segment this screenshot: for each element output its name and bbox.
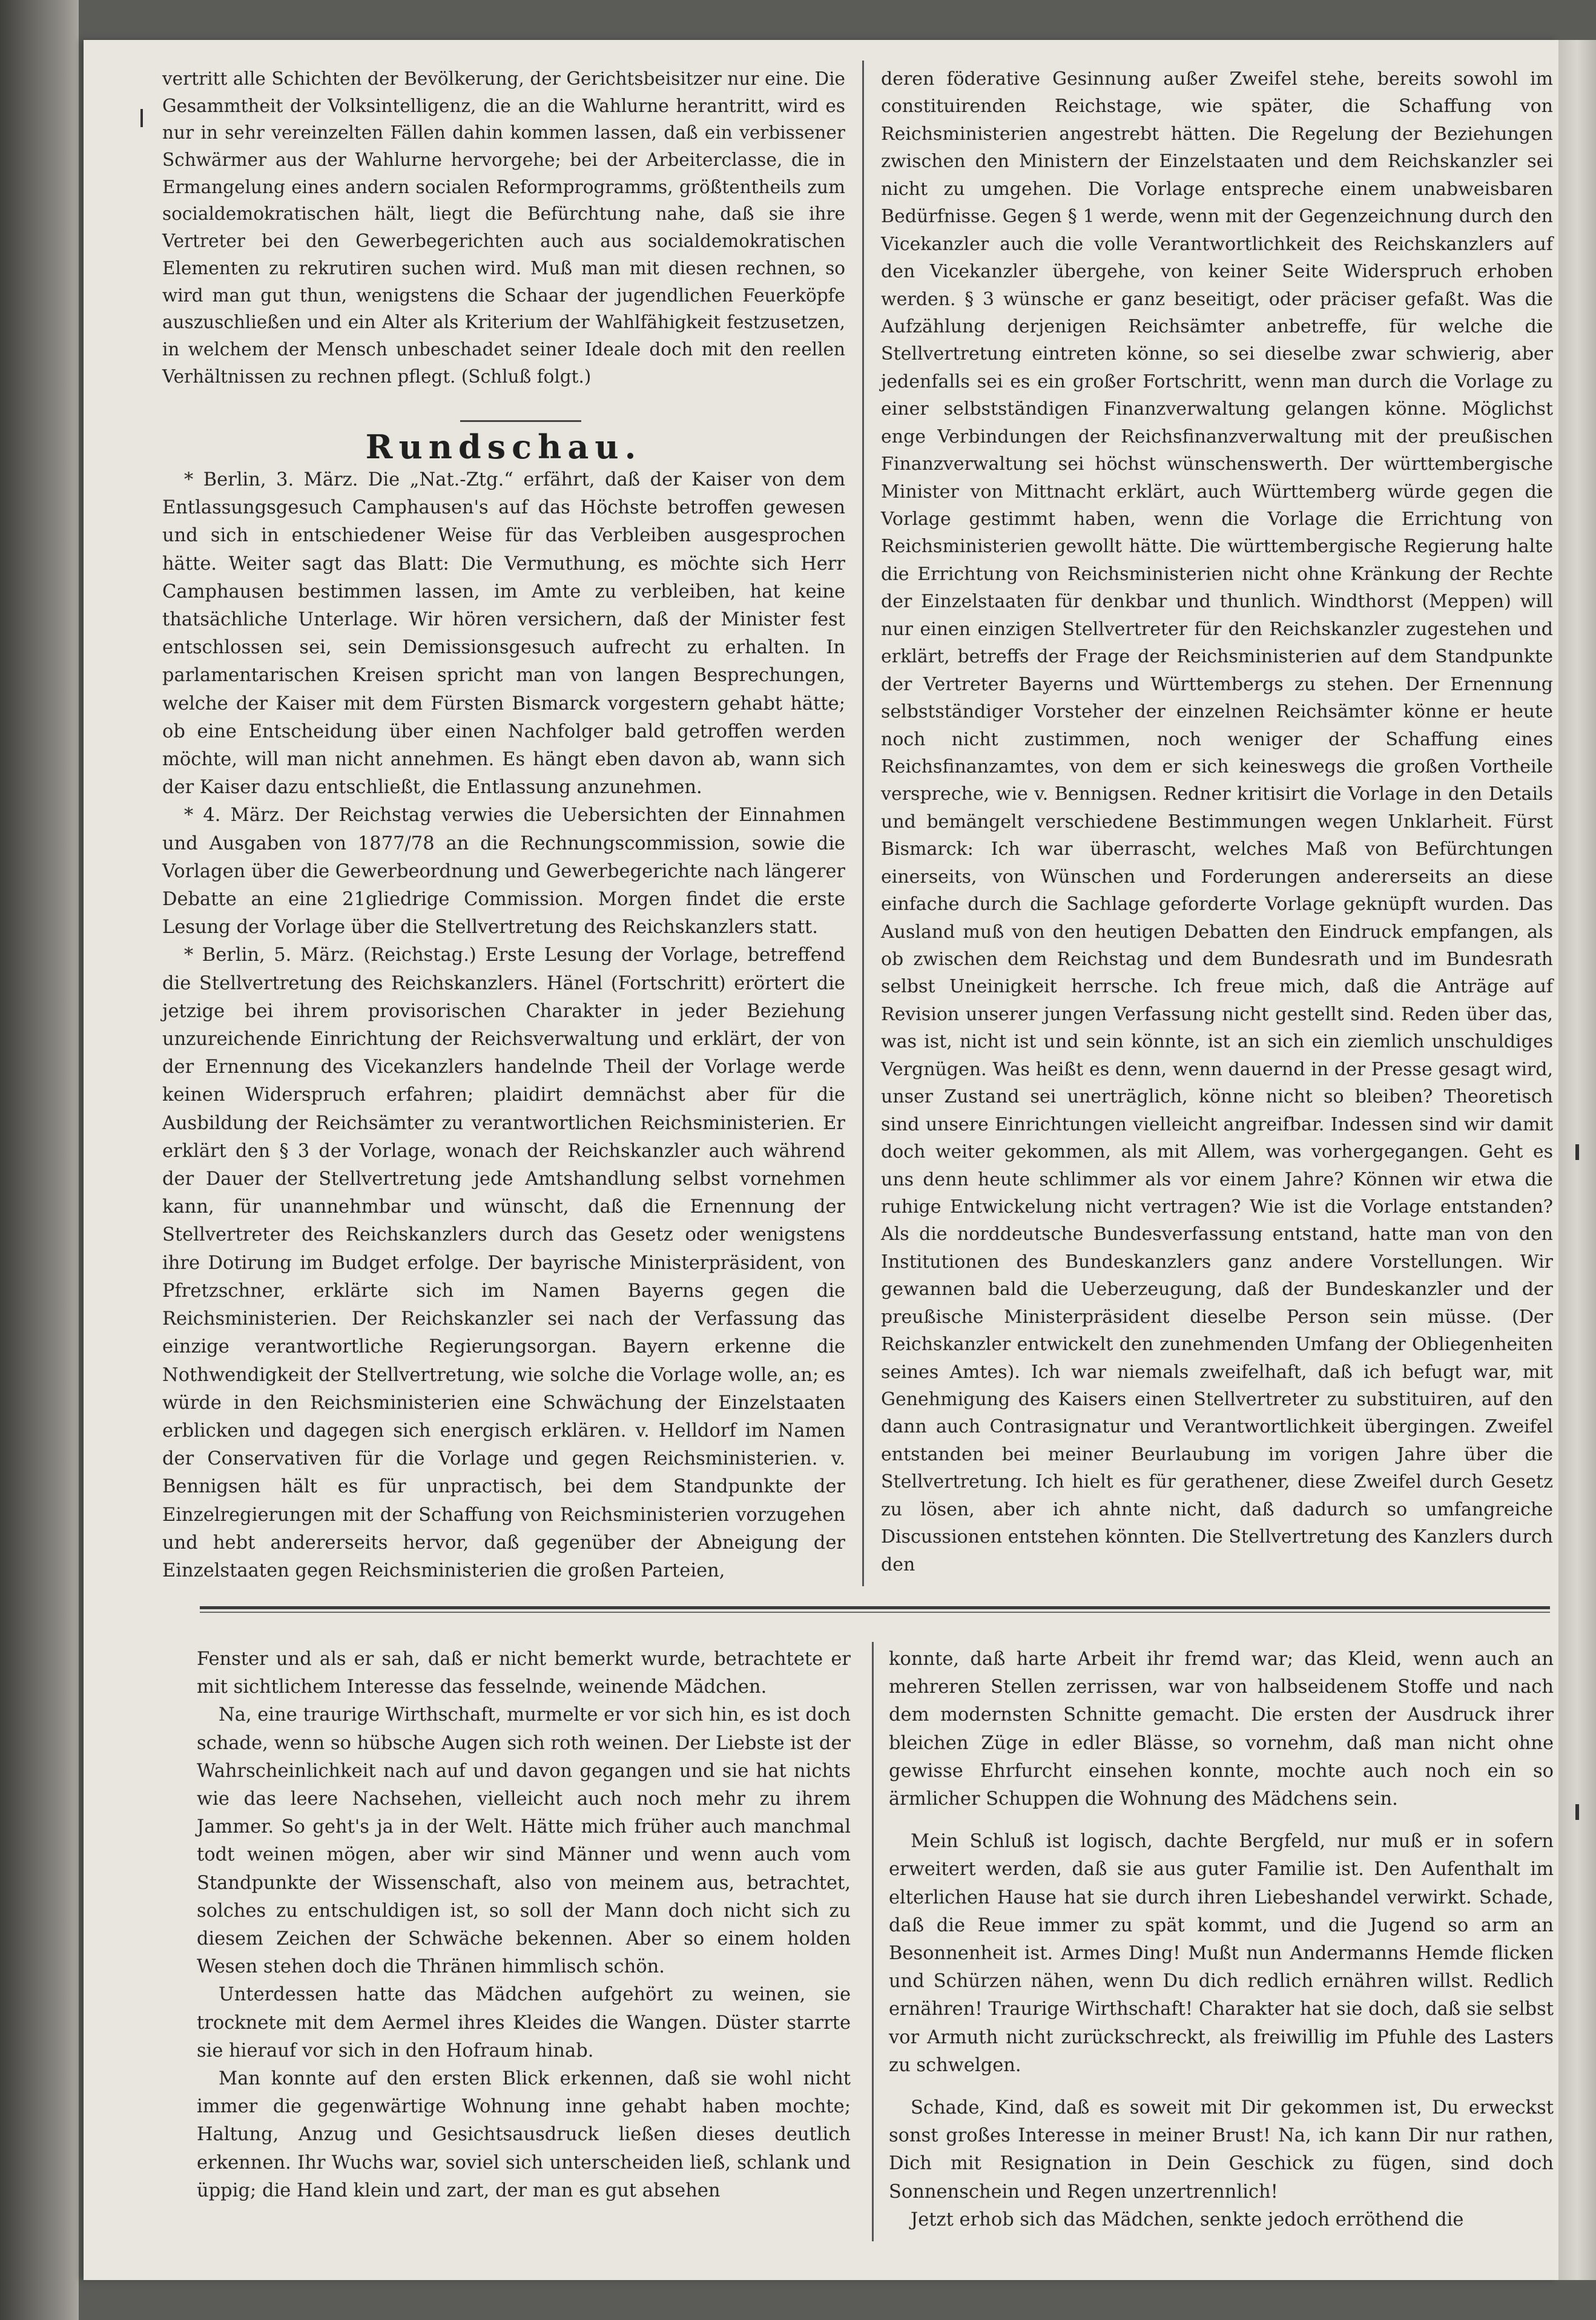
feuilleton-column-right [889, 1646, 1554, 2234]
news-item: * Berlin, 3. März. Die „Nat.-Ztg.“ erfährt, daß der Kaiser von dem Entlassungsgesuch Camphausen's auf das Höchste betroffen gewesen und sich in entschiedener Weise für das Verbleiben ausgesprochen hätte. Weiter sagt das Blatt: Die Vermuthung, es möchte sich Herr Camphausen bestimmen lassen, im Amte zu verbleiben, hat keine thatsächliche Unterlage. Wir hören versichern, daß der Minister fest entschlossen sei, sein Demissionsgesuch aufrecht zu erhalten. In parlamentarischen Kreisen spricht man von langen Besprechungen, welche der Kaiser mit dem Fürsten Bismarck vorgestern gehabt hätte; ob eine Entscheidung über einen Nachfolger bald getroffen werden möchte, will man nicht annehmen. Es hängt eben davon ab, wann sich der Kaiser dazu entschließt, die Entlassung anzunehmen. [162, 469, 845, 799]
paragraph: Schade, Kind, daß es soweit mit Dir gekommen ist, Du erweckst sonst großes Interesse in meiner Brust! Na, ich kann Dir nur rathen, Dich mit Resignation in Dein Geschick zu fügen, sind doch Sonnenschein und Regen unzertrennlich! [889, 2097, 1554, 2203]
paragraph: deren föderative Gesinnung außer Zweifel stehe, bereits sowohl im constituirenden Reichstage, wie später, die Schaffung von Reichsministerien angestrebt hätten. Die Regelung der Beziehungen zwischen den Ministern der Einzelstaaten und dem Reichskanzler sei nicht zu umgehen. Die Vorlage entspreche einem unabweisbaren Bedürfnisse. Gegen § 1 werde, wenn mit der Gegenzeichnung durch den Vicekanzler auch die volle Verantwortlichkeit des Reichskanzlers auf den Vicekanzler übergehe, von keiner Seite Widerspruch erhoben werden. § 3 wünsche er ganz beseitigt, oder präciser gefaßt. Was die Aufzählung derjenigen Reichsämter anbetreffe, für welche die Stellvertretung eintreten könne, so sei dieselbe zwar schwierig, aber jedenfalls sei es ein großer Fortschritt, wenn man durch die Vorlage zu einer selbstständigen Finanzverwaltung gelangen könne. Möglichst enge Verbindungen der Reichsfinanzverwaltung mit der preußischen Finanzverwaltung sei höchst wünschenswerth. Der württembergische Minister von Mittnacht erklärt, auch Württemberg würde gegen die Vorlage gestimmt haben, wenn die Vorlage die Errichtung von Reichsministerien gewollt hätte. Die württembergische Regierung halte die Errichtung von Reichsministerien nicht ohne Kränkung der Rechte der Einzelstaaten für denkbar und thunlich. Windthorst (Meppen) will nur einen einzigen Stellvertreter für den Reichskanzler zugestehen und erklärt, betreffs der Frage der Reichsministerien auf dem Standpunkte der Vertreter Bayerns und Württembergs zu stehen. Der Ernennung selbstständiger Vorsteher der einzelnen Reichsämter könne er heute noch nicht zustimmen, noch weniger der Schaffung eines Reichsfinanzamtes, von dem er sich keineswegs die großen Vortheile verspreche, wie v. Bennigsen. Redner kritisirt die Vorlage in den Details und bemängelt verschiedene Bestimmungen wegen Unklarheit. Fürst Bismarck: Ich war überrascht, welches Maß von Befürchtungen einerseits, von Wünschen und Forderungen andererseits an diese einfache durch die Sachlage geforderte Vorlage geknüpft wurden. Das Ausland muß von den heutigen Debatten den Eindruck empfangen, als ob zwischen dem Reichstag und dem Bundesrath und im Bundesrath selbst Uneinigkeit herrsche. Ich freue mich, daß die Anträge auf Revision unserer jungen Verfassung nicht gestellt sind. Reden über das, was ist, nicht ist und sein könnte, ist an sich ein ziemlich unschuldiges Vergnügen. Was heißt es denn, wenn dauernd in der Presse gesagt wird, unser Zustand sei unerträglich, könne nicht so bleiben? Theoretisch sind unsere Einrichtungen vielleicht angreifbar. Indessen sind wir damit doch weiter gekommen, als mit Allem, was vorhergegangen. Geht es uns denn heute schlimmer als vor einem Jahre? Können wir etwa die ruhige Entwickelung nicht vertragen? Wie ist die Vorlage entstanden? Als die norddeutsche Bundesverfassung entstand, hatte man von den Institutionen des Bundeskanzlers ganz andere Vorstellungen. Wir gewannen bald die Ueberzeugung, daß der Bundeskanzler und der preußische Ministerpräsident dieselbe Person sein müsse. (Der Reichskanzler entwickelt den zunehmenden Umfang der Obliegenheiten seines Amtes). Ich war niemals zweifelhaft, daß ich befugt war, mit Genehmigung des Kaisers einen Stellvertreter zu substituiren, auf den dann auch Contrasignatur und Verantwortlichkeit übergingen. Zweifel entstanden bei meiner Beurlaubung im vorigen Jahre über die Stellvertretung. Ich hielt es für gerathener, diese Zweifel durch Gesetz zu lösen, aber ich ahnte nicht, daß dadurch so umfangreiche Discussionen entstehen könnten. Die Stellvertretung des Kanzlers durch den [881, 68, 1553, 1575]
margin-mark [1575, 1804, 1579, 1820]
column-top-right [881, 65, 1553, 1578]
column-divider [862, 61, 864, 1586]
paragraph: Man konnte auf den ersten Blick erkennen, daß sie wohl nicht immer die gegenwärtige Wohnung inne gehabt haben mochte; Haltung, Anzug und Gesichtsausdruck ließen dieses deutlich erkennen. Ihr Wuchs war, soviel sich unterscheiden ließ, schlank und üppig; die Hand klein und zart, der man es gut absehen [197, 2068, 851, 2201]
column-divider [872, 1642, 874, 2241]
margin-mark [1575, 1144, 1579, 1160]
paragraph: konnte, daß harte Arbeit ihr fremd war; das Kleid, wenn auch an mehreren Stellen zerrissen, war von halbseidenem Stoffe und nach dem modernsten Schnitte gemacht. Die ersten der Ausdruck ihrer bleichen Züge in edler Blässe, so vornehm, daß man nicht ohne gewisse Ehrfurcht einsehen konnte, mochte auch noch ein so ärmlicher Schuppen die Wohnung des Mädchens sein. [889, 1649, 1554, 1810]
margin-mark [140, 109, 143, 127]
paragraph: Jetzt erhob sich das Mädchen, senkte jedoch erröthend die [911, 2209, 1464, 2230]
column-top-left-news [162, 466, 845, 1585]
paragraph: Fenster und als er sah, daß er nicht bemerkt wurde, betrachtete er mit sichtlichem Interesse das fesselnde, weinende Mädchen. [197, 1649, 851, 1698]
page-edge [1558, 40, 1596, 2280]
section-rule [460, 420, 581, 422]
paragraph: Unterdessen hatte das Mädchen aufgehört zu weinen, sie trocknete mit dem Aermel ihres Kleides die Wangen. Düster starrte sie hierauf vor sich in den Hofraum hinab. [197, 1984, 851, 2061]
feuilleton-separator-thin [200, 1612, 1550, 1613]
feuilleton-column-left [197, 1646, 851, 2205]
section-heading: Rundschau. [365, 427, 642, 466]
scan-background [0, 0, 79, 2320]
feuilleton-separator [200, 1606, 1550, 1609]
news-item: * 4. März. Der Reichstag verwies die Uebersichten der Einnahmen und Ausgaben von 1877/78 an die Rechnungscommission, sowie die Vorlagen über die Gewerbeordnung und Gewerbegerichte nach längerer Debatte an eine 21gliedrige Commission. Morgen findet die erste Lesung der Vorlage über die Stellvertretung des Reichskanzlers statt. [162, 805, 845, 938]
column-top-left [162, 65, 845, 390]
news-item: * Berlin, 5. März. (Reichstag.) Erste Lesung der Vorlage, betreffend die Stellvertretung des Reichskanzlers. Hänel (Fortschritt) erörtert die jetzige bei ihrem provisorischen Charakter in jeder Beziehung unzureichende Einrichtung der Reichsverwaltung und erklärt, der von der Ernennung des Vicekanzlers handelnde Theil der Vorlage werde keinen Widerspruch erfahren; plaidirt demnächst aber für die Ausbildung der Reichsämter zu verantwortlichen Reichsministerien. Er erklärt den § 3 der Vorlage, wonach der Reichskanzler auch während der Dauer der Stellvertretung jede Amtshandlung selbst vornehmen kann, für unannehmbar und wünscht, daß die Ernennung der Stellvertreter des Reichskanzlers durch das Gesetz oder wenigstens ihre Dotirung im Budget erfolge. Der bayrische Ministerpräsident, von Pfretzschner, erklärte sich im Namen Bayerns gegen die Reichsministerien. Der Reichskanzler sei nach der Verfassung das einzige verantwortliche Regierungsorgan. Bayern erkenne die Nothwendigkeit der Stellvertretung, wie solche die Vorlage wolle, an; es würde in den Reichsministerien eine Schwächung der Einzelstaaten erblicken und dagegen sich energisch erklären. v. Helldorf im Namen der Conservativen für die Vorlage und gegen Reichsministerien. v. Bennigsen hält es für unpractisch, bei dem Standpunkte der Einzelregierungen mit der Schaffung von Reichsministerien vorzugehen und hebt andererseits hervor, daß gegenüber der Abneigung der Einzelstaaten gegen Reichsministerien die großen Parteien, [162, 944, 845, 1581]
paragraph: Na, eine traurige Wirthschaft, murmelte er vor sich hin, es ist doch schade, wenn so hübsche Augen sich roth weinen. Der Liebste ist der Wahrscheinlichkeit nach auf und davon gegangen und sie hat nichts wie das leere Nachsehen, vielleicht auch noch mehr zu ihrem Jammer. So geht's ja in der Welt. Hätte mich früher auch manchmal todt weinen mögen, aber wir sind Männer und wenn auch vom Standpunkte der Wissenschaft, also von meinem aus, betrachtet, solches zu entschuldigen ist, so soll der Mann doch nicht sich zu diesem Zeichen der Schwäche bekennen. Aber so einem holden Wesen stehen doch die Thränen himmlisch schön. [197, 1704, 851, 1978]
paragraph: Mein Schluß ist logisch, dachte Bergfeld, nur muß er in sofern erweitert werden, daß sie aus guter Familie ist. Den Aufenthalt im elterlichen Hause hat sie durch ihren Liebeshandel verwirkt. Schade, daß die Reue immer zu spät kommt, und die Jugend so arm an Besonnenheit ist. Armes Ding! Mußt nun Andermanns Hemde flicken und Schürzen nähen, wenn Du dich redlich ernähren willst. Redlich ernähren! Traurige Wirthschaft! Charakter hat sie doch, daß sie selbst vor Armuth nicht zurückschreckt, als freiwillig im Pfuhle des Lasters zu schwelgen. [889, 1831, 1554, 2076]
paragraph: vertritt alle Schichten der Bevölkerung, der Gerichtsbeisitzer nur eine. Die Gesammtheit der Volksintelligenz, die an die Wahlurne herantritt, wird es nur in sehr vereinzelten Fällen dahin kommen lassen, daß ein verbissener Schwärmer aus der Wahlurne hervorgehe; bei der Arbeiterclasse, die in Ermangelung eines andern socialen Reformprogramms, größtentheils zum socialdemokratischen hält, liegt die Befürchtung nahe, daß sie ihre Vertreter bei den Gewerbegerichten auch aus socialdemokratischen Elementen zu rekrutiren suchen wird. Muß man mit diesen rechnen, so wird man gut thun, wenigstens die Schaar der jugendlichen Feuerköpfe auszuschließen und ein Alter als Kriterium der Wahlfähigkeit festzusetzen, in welchem der Mensch unbeschadet seiner Ideale doch mit den reellen Verhältnissen zu rechnen pflegt. (Schluß folgt.) [162, 68, 845, 387]
